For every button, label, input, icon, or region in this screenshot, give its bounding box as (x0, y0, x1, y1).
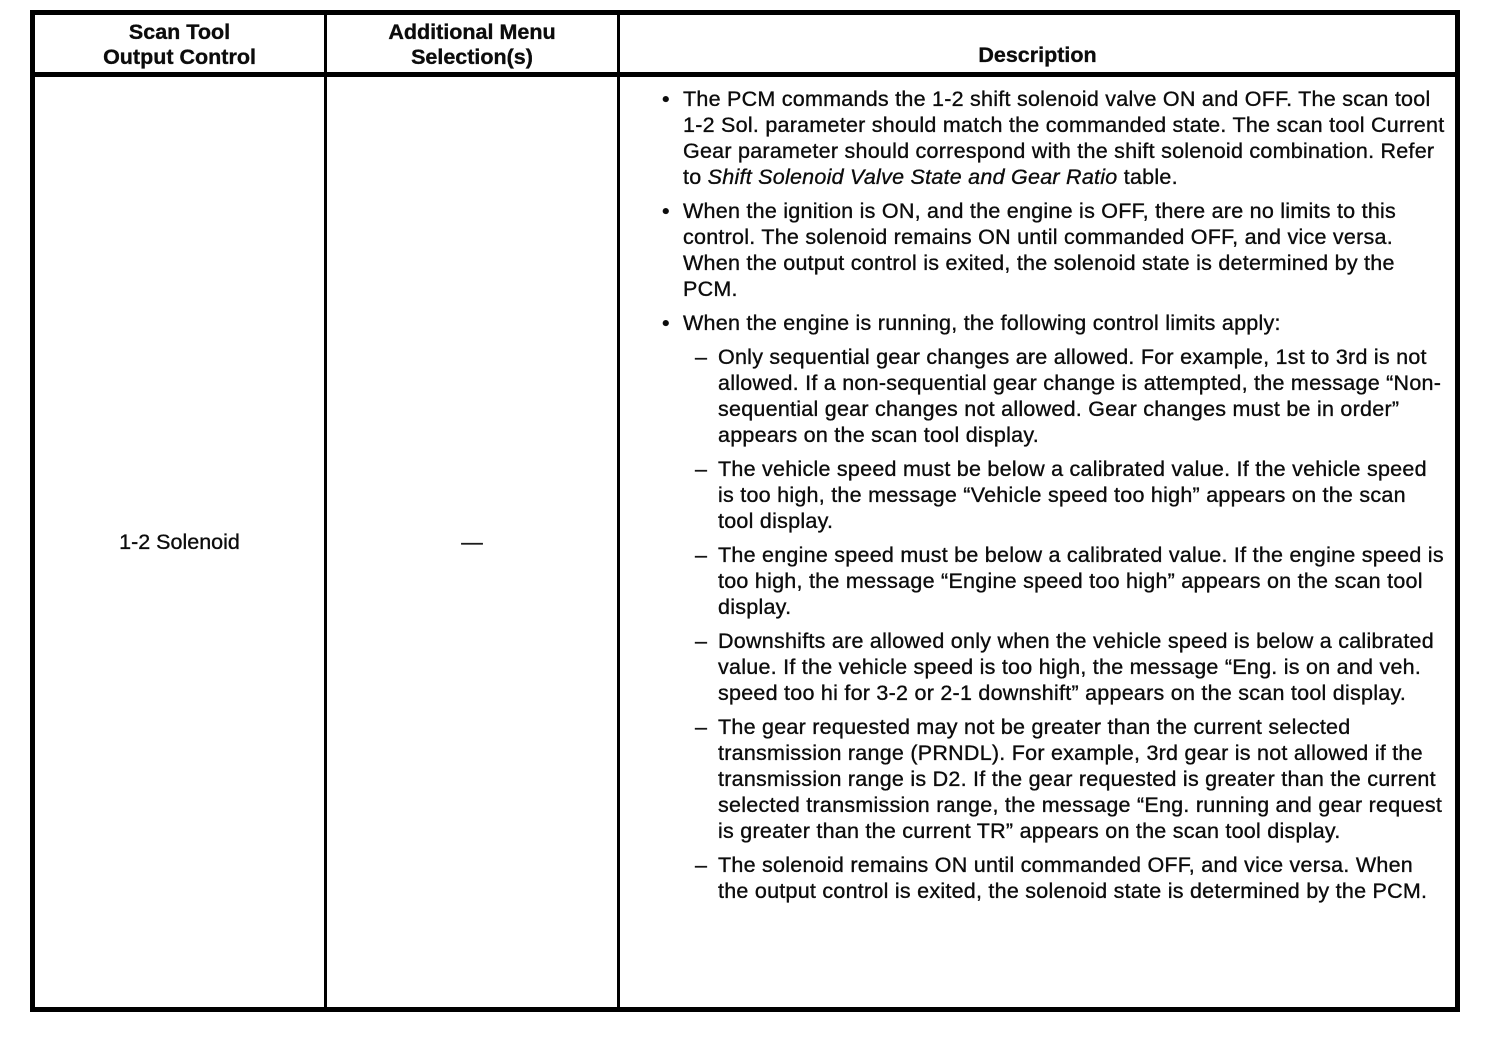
description-text-segment: table. (1117, 165, 1178, 189)
header-line: Scan Tool (128, 19, 231, 44)
control-limit-text: The solenoid remains ON until commanded OFF, and vice versa. When the output control is exited, the solenoid state is determined by the PCM. (718, 853, 1428, 903)
output-control-value: 1-2 Solenoid (119, 529, 240, 554)
menu-selection-value: — (461, 529, 483, 554)
bullet-icon: • (662, 311, 670, 335)
cell-output-control (35, 77, 327, 1007)
header-line: Selection(s) (411, 44, 533, 69)
bullet-icon: • (662, 87, 670, 111)
description-text: When the ignition is ON, and the engine is OFF, there are no limits to this control. The solenoid remains ON until commanded OFF, and vice versa. When the output control is exited, the solenoid state is determined by the PCM. (683, 199, 1397, 301)
description-bullet-item (662, 310, 1445, 336)
control-limit-text: The vehicle speed must be below a calibrated value. If the vehicle speed is too high, the message “Vehicle speed too high” appears on the scan tool display. (718, 457, 1427, 533)
dash-icon: – (695, 853, 708, 877)
dash-icon: – (695, 457, 708, 481)
dash-icon: – (695, 629, 708, 653)
description-bullet-item (662, 86, 1445, 190)
description-text-segment: The PCM commands the 1-2 shift solenoid valve ON and OFF. The scan tool 1-2 Sol. parameter should match the commanded state. The scan tool Current Gear parameter should correspond with the shift solenoid combination. Refer to (683, 87, 1445, 189)
control-limit-item (695, 714, 1445, 844)
output-control-table (30, 10, 1460, 1012)
control-limit-text: Downshifts are allowed only when the vehicle speed is below a calibrated value. If the vehicle speed is too high, the message “Eng. is on and veh. speed too hi for 3-2 or 2-1 downshift” appears on the scan tool display. (718, 629, 1434, 705)
dash-icon: – (695, 345, 708, 369)
cell-menu-selection (327, 77, 620, 1007)
description-bullet-item (662, 198, 1445, 302)
control-limit-item (695, 628, 1445, 706)
control-limits-list (662, 344, 1445, 904)
control-limit-text: Only sequential gear changes are allowed. For example, 1st to 3rd is not allowed. If a non-sequential gear change is attempted, the message “Non-sequential gear changes not allowed. Gear changes must be in order” appears on the scan tool display. (718, 345, 1442, 447)
header-cell-scan-tool-output-control (35, 15, 327, 77)
header-line: Output Control (103, 44, 256, 69)
control-limit-text: The engine speed must be below a calibrated value. If the engine speed is too high, the message “Engine speed too high” appears on the scan tool display. (718, 543, 1444, 619)
control-limit-text: The gear requested may not be greater than the current selected transmission range (PRNDL). For example, 3rd gear is not allowed if the transmission range is D2. If the gear requested is greater than the current selected transmission range, the message “Eng. running and gear request is greater than the current TR” appears on the scan tool display. (718, 715, 1443, 843)
description-text-italic: Shift Solenoid Valve State and Gear Ratio (707, 165, 1118, 189)
description-text: When the engine is running, the following control limits apply: (683, 311, 1281, 335)
header-line: Description (978, 43, 1097, 67)
control-limit-item (695, 344, 1445, 448)
header-cell-additional-menu-selections (327, 15, 620, 77)
description-text (683, 86, 1445, 190)
dash-icon: – (695, 543, 708, 567)
bullet-icon: • (662, 199, 670, 223)
control-limit-item (695, 456, 1445, 534)
header-line: Additional Menu (388, 19, 556, 44)
header-cell-description (620, 15, 1455, 77)
cell-description (620, 77, 1455, 1007)
control-limit-item (695, 852, 1445, 904)
dash-icon: – (695, 715, 708, 739)
control-limit-item (695, 542, 1445, 620)
